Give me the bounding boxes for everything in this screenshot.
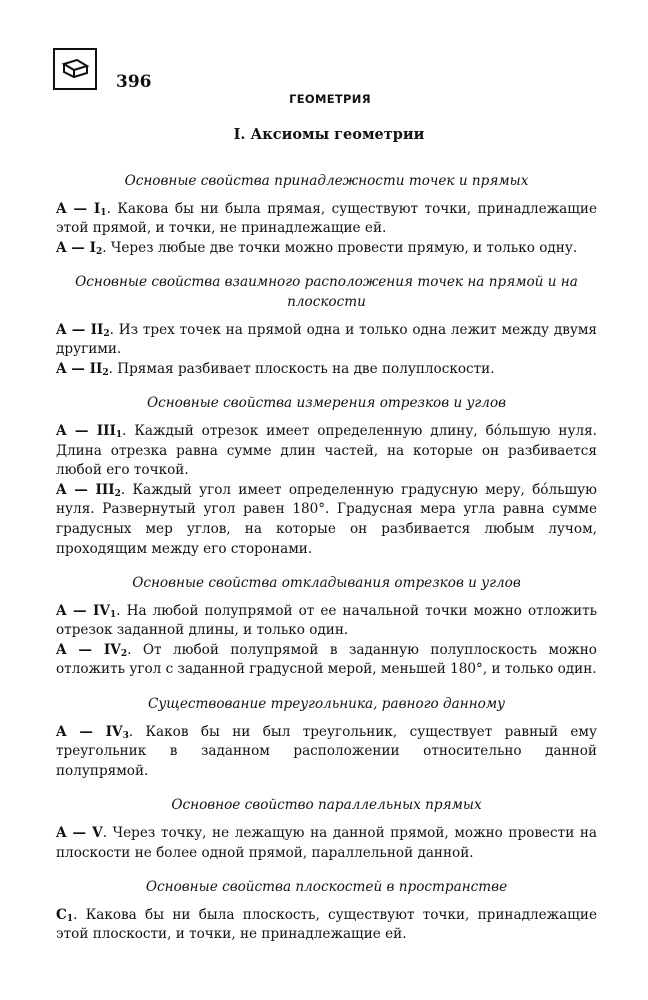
running-head: ГЕОМЕТРИЯ — [289, 92, 371, 106]
section-heading: Существование треугольника, равного данному — [147, 696, 506, 713]
axiom: A — $II_2$. Прямая разбивает плоскость на две полуплоскости. — [56, 360, 495, 378]
axiom: A — V. Через точку, не лежащую на данной прямой, можно провести на плоскости не более одной прямой, параллельной данной. — [56, 825, 598, 861]
axiom: A — $I_2$. Через любые две точки можно провести прямую, и только одну. — [56, 239, 578, 257]
page-body — [56, 172, 597, 945]
section-heading: Основные свойства откладывания отрезков и углов — [132, 575, 521, 592]
axiom: A — $IV_2$. От любой полупрямой в заданную полуплоскость можно отложить угол с заданной градусной мерой, меньшей 180°, и только один. — [56, 641, 597, 678]
axiom: A — $II_2$. Из трех точек на прямой одна и только одна лежит между двумя другими. — [56, 321, 597, 358]
section-heading: Основные свойства плоскостей в пространстве — [145, 879, 508, 896]
book-icon — [53, 48, 97, 90]
page-number: 396 — [116, 72, 152, 92]
axiom: $C_1$. Какова бы ни была плоскость, существуют точки, принадлежащие этой плоскости, и точки, не принадлежащие ей. — [56, 906, 597, 943]
section-heading: Основное свойство параллельных прямых — [171, 797, 482, 814]
chapter-title: I. Аксиомы геометрии — [233, 126, 425, 143]
section-heading: Основные свойства измерения отрезков и углов — [146, 395, 507, 412]
axiom: A — $III_2$. Каждый угол имеет определенную градусную меру, бóльшую нуля. Развернутый угол равен 180°. Градусная мера угла равна сумме градусных мер углов, на которые он разбивается любым лучом, проходящим между его сторонами. — [56, 481, 597, 557]
axiom: A — $IV_3$. Каков бы ни был треугольник, существует равный ему треугольник в заданном расположении относительно данной полупрямой. — [56, 723, 597, 779]
section-heading: Основные свойства принадлежности точек и прямых — [124, 173, 529, 189]
section-heading: Основные свойства взаимного расположения точек на прямой и на плоскости — [75, 274, 578, 310]
axiom: A — $I_1$. Какова бы ни была прямая, существуют точки, принадлежащие этой прямой, и точки, не принадлежащие ей. — [56, 200, 597, 237]
axiom: A — $IV_1$. На любой полупрямой от ее начальной точки можно отложить отрезок заданной длины, и только один. — [56, 602, 598, 639]
axiom: A — $III_1$. Каждый отрезок имеет определенную длину, бóльшую нуля. Длина отрезка равна сумме длин частей, на которые он разбивается любой его точкой. — [56, 422, 597, 479]
